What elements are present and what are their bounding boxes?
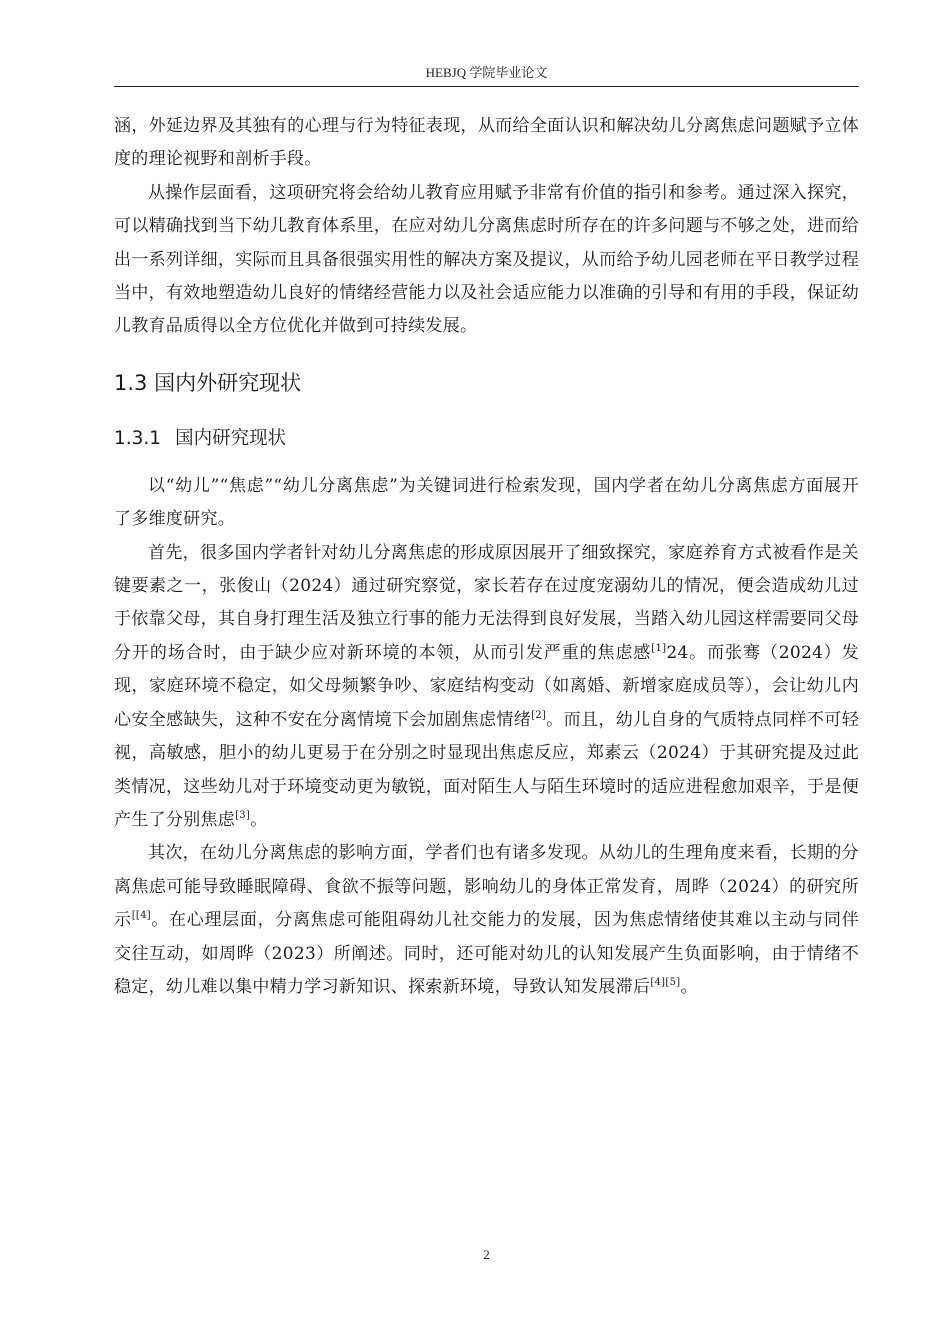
header-divider bbox=[114, 86, 859, 87]
paragraph-effects bbox=[114, 837, 859, 1004]
subsection-title: 国内研究现状 bbox=[175, 427, 287, 449]
section-heading-1-3: 1.3 国内外研究现状 bbox=[114, 370, 302, 395]
citation-ref: [1] bbox=[651, 642, 667, 654]
citation-ref: [[4] bbox=[131, 910, 151, 922]
document-body bbox=[114, 110, 859, 1004]
paragraph-text: 。 bbox=[250, 809, 268, 830]
paragraph-text: 首先，很多国内学者针对幼儿分离焦虑的形成原因展开了细致探究，家庭养育方式被看作是关键要素之一，张俊山（2024）通过研究察觉，家长若存在过度宠溺幼儿的情况，便会造成幼儿过于依靠父母，其自身打理生活及独立行事的能力无法得到良好发展，当踏入幼儿园这样需要同父母分开的场合时，由于缺少应对新环境的本领，从而引发严重的焦虑感 bbox=[114, 542, 859, 663]
paragraph-continuation: 涵，外延边界及其独有的心理与行为特征表现，从而给全面认识和解决幼儿分离焦虑问题赋予立体度的理论视野和剖析手段。 bbox=[114, 116, 859, 170]
citation-ref: [3] bbox=[235, 809, 251, 821]
citation-ref: [4][5] bbox=[650, 976, 681, 988]
paragraph-text: 。在心理层面，分离焦虑可能阻碍幼儿社交能力的发展，因为焦虑情绪使其难以主动与同伴交往互动，如周晔（2023）所阐述。同时，还可能对幼儿的认知发展产生负面影响，由于情绪不稳定，幼儿难以集中精力学习新知识、探索新环境，导致认知发展滞后 bbox=[114, 910, 859, 997]
page-header: HEBJQ 学院毕业论文 bbox=[425, 65, 548, 80]
paragraph-practical-significance: 从操作层面看，这项研究将会给幼儿教育应用赋予非常有价值的指引和参考。通过深入探究，可以精确找到当下幼儿教育体系里，在应对幼儿分离焦虑时所存在的许多问题与不够之处，进而给出一系列详细，实际而且具备很强实用性的解决方案及提议，从而给予幼儿园老师在平日教学过程当中，有效地塑造幼儿良好的情绪经营能力以及社会适应能力以准确的引导和有用的手段，保证幼儿教育品质得以全方位优化并做到可持续发展。 bbox=[114, 182, 859, 337]
paragraph-text: 。而且，幼儿自身的气质特点同样不可轻视，高敏感，胆小的幼儿更易于在分别之时显现出焦虑反应，郑素云（2024）于其研究提及过此类情况，这些幼儿对于环境变动更为敏锐，面对陌生人与陌生环境时的适应进程愈加艰辛，于是便产生了分别焦虑 bbox=[114, 709, 859, 830]
paragraph-text: 24。而张骞（2024）发现，家庭环境不稳定，如父母频繁争吵、家庭结构变动（如离婚、新增家庭成员等），会让幼儿内心安全感缺失，这种不安在分离情境下会加剧焦虑情绪 bbox=[114, 642, 860, 730]
paragraph-text: 。 bbox=[680, 976, 698, 997]
paragraph-keywords: 以“幼儿”“焦虑”“幼儿分离焦虑”为关键词进行检索发现，国内学者在幼儿分离焦虑方面展开了多维度研究。 bbox=[114, 475, 859, 530]
page-number: 2 bbox=[483, 1247, 490, 1262]
paragraph-text: 其次，在幼儿分离焦虑的影响方面，学者们也有诸多发现。从幼儿的生理角度来看，长期的分离焦虑可能导致睡眠障碍、食欲不振等问题，影响幼儿的身体正常发育，周晔（2024）的研究所示 bbox=[114, 843, 859, 931]
subsection-number: 1.3.1 bbox=[114, 427, 162, 449]
subsection-heading-1-3-1 bbox=[114, 414, 859, 464]
citation-ref: [2] bbox=[531, 709, 547, 721]
paragraph-causes bbox=[114, 537, 859, 838]
